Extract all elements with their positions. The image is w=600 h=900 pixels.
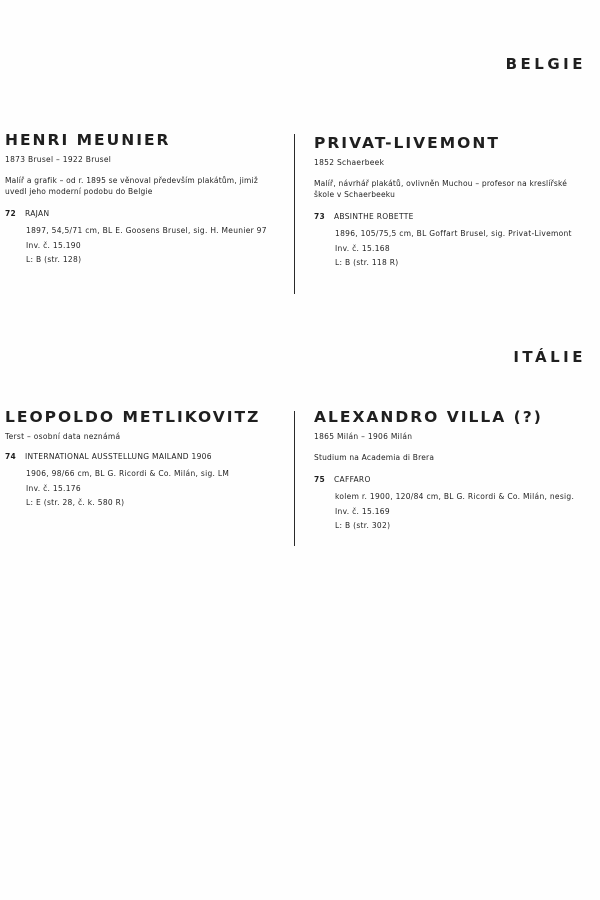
artist-bio: Malíř a grafik – od r. 1895 se věnoval především plakátům, jimiž uvedl jeho moderní podobu do Belgie xyxy=(5,176,258,196)
catalog-entry xyxy=(5,209,280,266)
catalog-entry xyxy=(314,212,589,269)
entry-inventory: Inv. č. 15.169 xyxy=(335,506,390,516)
entry-details xyxy=(334,228,589,269)
artist-name: ALEXANDRO VILLA (?) xyxy=(314,408,543,426)
catalog-entry xyxy=(5,452,280,509)
entry-literature: L: B (str. 118 R) xyxy=(335,258,399,267)
artist-name: LEOPOLDO METLIKOVITZ xyxy=(5,408,261,426)
artist-henri-meunier xyxy=(5,131,280,269)
artist-bio: Malíř, návrhář plakátů, ovlivněn Muchou – profesor na kreslířské škole v Schaerbeeku xyxy=(314,179,568,199)
catalog-entry xyxy=(314,475,589,532)
artist-name: PRIVAT-LIVEMONT xyxy=(314,134,500,152)
entry-details xyxy=(25,225,280,266)
artist-bio: Studium na Academia di Brera xyxy=(314,453,435,462)
entry-literature: L: E (str. 28, č. k. 580 R) xyxy=(26,498,125,507)
entry-details xyxy=(25,468,280,509)
artist-alexandro-villa xyxy=(314,408,589,535)
entry-details xyxy=(334,491,589,532)
entry-title: RAJAN xyxy=(25,209,50,218)
entry-number: 72 xyxy=(5,209,17,218)
country-heading-belgie: BELGIE xyxy=(505,55,586,73)
entry-number: 73 xyxy=(314,212,326,221)
entry-title: ABSINTHE ROBETTE xyxy=(334,212,414,221)
entry-title: CAFFARO xyxy=(334,475,371,484)
entry-description: 1906, 98/66 cm, BL G. Ricordi & Co. Milán, sig. LM xyxy=(26,469,230,478)
entry-inventory: Inv. č. 15.168 xyxy=(335,243,390,253)
artist-leopoldo-metlikovitz xyxy=(5,408,280,512)
column-divider xyxy=(294,411,295,546)
entry-number: 75 xyxy=(314,475,326,484)
artist-dates: 1873 Brusel – 1922 Brusel xyxy=(5,155,112,164)
entry-description: 1897, 54,5/71 cm, BL E. Goosens Brusel, sig. H. Meunier 97 xyxy=(26,226,267,235)
artist-dates: 1865 Milán – 1906 Milán xyxy=(314,432,413,441)
entry-title: INTERNATIONAL AUSSTELLUNG MAILAND 1906 xyxy=(25,452,212,461)
entry-description: kolem r. 1900, 120/84 cm, BL G. Ricordi & Co. Milán, nesig. xyxy=(335,492,575,501)
country-heading-italie: ITÁLIE xyxy=(513,348,586,366)
artist-dates: Terst – osobní data neznámá xyxy=(5,432,121,441)
artist-name: HENRI MEUNIER xyxy=(5,131,171,149)
artist-privat-livemont xyxy=(314,134,589,272)
column-divider xyxy=(294,134,295,294)
entry-inventory: Inv. č. 15.190 xyxy=(26,240,81,250)
artist-dates: 1852 Schaerbeek xyxy=(314,158,385,167)
entry-inventory: Inv. č. 15.176 xyxy=(26,483,81,493)
entry-literature: L: B (str. 302) xyxy=(335,521,391,530)
entry-description: 1896, 105/75,5 cm, BL Goffart Brusel, sig. Privat-Livemont xyxy=(335,229,572,238)
entry-number: 74 xyxy=(5,452,17,461)
entry-literature: L: B (str. 128) xyxy=(26,255,82,264)
